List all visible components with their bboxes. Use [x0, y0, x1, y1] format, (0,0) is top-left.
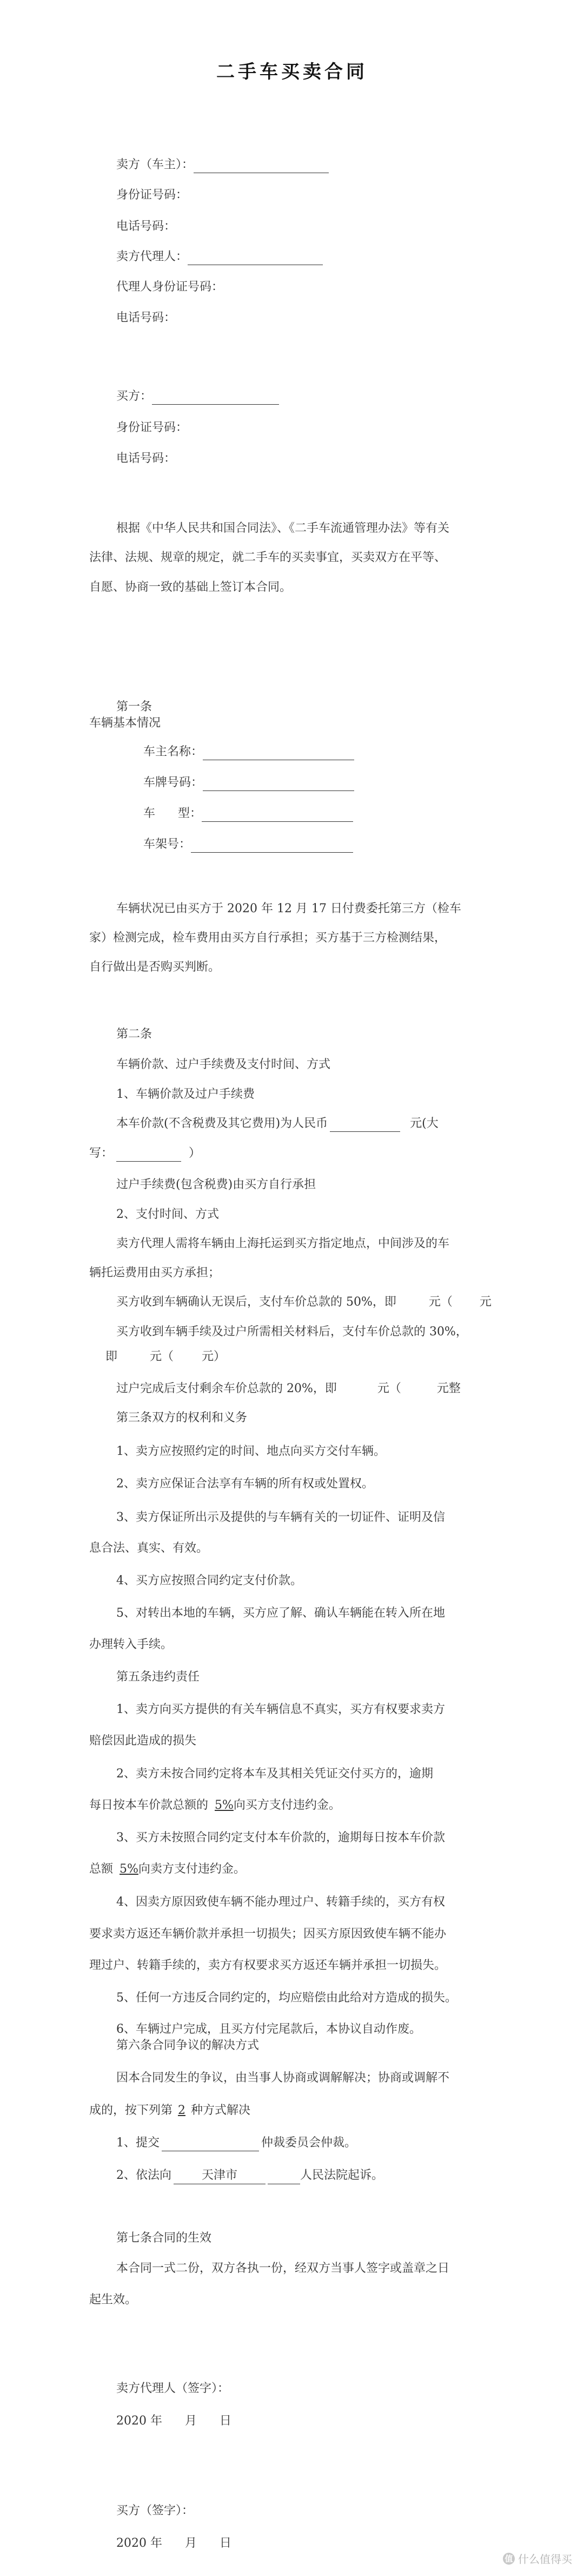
vin-line: [143, 836, 353, 853]
article-1-heading: 第一条: [116, 700, 152, 714]
article-5-penalty-buyer: [89, 1861, 245, 1877]
article-3-item: 3、卖方保证所出示及提供的与车辆有关的一切证件、证明及信: [116, 1511, 445, 1524]
seller-name-label: 卖方（车主）：: [116, 158, 194, 172]
payment-50-line: [116, 1294, 492, 1310]
article-1-para: 家）检测完成，检车费用由买方自行承担；买方基于三方检测结果，: [89, 931, 447, 945]
article-3-heading: 第三条双方的权利和义务: [116, 1411, 248, 1425]
agent-id-label: 代理人身份证号码：: [116, 280, 224, 294]
payment-para: 辆托运费用由买方承担；: [89, 1266, 221, 1280]
price-item-heading: 1、车辆价款及过户手续费: [116, 1088, 255, 1101]
seller-agent-line: [116, 249, 323, 265]
article-3-item: 办理转入手续。: [89, 1638, 173, 1651]
preamble-line: 法律、法规、规章的规定，就二手车的买卖事宜，买卖双方在平等、: [89, 551, 447, 564]
watermark-text: 什么值得买: [518, 2553, 572, 2566]
plate-number-blank: [203, 779, 354, 791]
buyer-phone-label: 电话号码：: [116, 452, 176, 465]
payment-30-yuan: 元（: [150, 1350, 174, 1363]
vin-label: 车架号：: [143, 838, 191, 851]
buyer-name-blank: [152, 392, 279, 405]
court-blank: [268, 2172, 300, 2184]
vehicle-owner-line: [143, 744, 354, 760]
payment-50-text: 买方收到车辆确认无误后，支付车价总款的 50%，即: [116, 1295, 396, 1309]
article-5-item: 赔偿因此造成的损失: [89, 1734, 197, 1748]
court-city-text: 天津市: [201, 2169, 237, 2182]
vin-blank: [191, 840, 353, 853]
preamble-line: 根据《中华人民共和国合同法》、《二手车流通管理办法》等有关: [116, 522, 450, 535]
article-6-heading: 第六条合同争议的解决方式: [116, 2039, 260, 2052]
article-2-heading: 第二条: [116, 1027, 152, 1041]
payment-20-yuan-2: 元整: [436, 1382, 461, 1395]
article-5-item: 2、卖方未按合同约定将本车及其相关凭证交付买方的，逾期: [116, 1767, 433, 1781]
article-1-para: 车辆状况已由买方于 2020 年 12 月 17 日付费委托第三方（检车: [116, 902, 461, 915]
option-1-text: 1、提交: [116, 2136, 160, 2150]
article-1-subheading: 车辆基本情况: [89, 716, 161, 730]
buyer-signature-date: 2020 年 月 日: [116, 2537, 231, 2550]
article-3-item: 息合法、真实、有效。: [89, 1541, 209, 1555]
article-5-item: 1、卖方向买方提供的有关车辆信息不真实，买方有权要求卖方: [116, 1703, 445, 1716]
payment-20-text: 过户完成后支付剩余车价总款的 20%，即: [116, 1382, 337, 1395]
payment-30-yuan-2: 元）: [202, 1350, 226, 1363]
article-1-para: 自行做出是否购买判断。: [89, 960, 221, 974]
plate-number-label: 车牌号码：: [143, 776, 203, 789]
article-5-item: 6、车辆过户完成，且买方付完尾款后，本协议自动作废。: [116, 2022, 421, 2036]
buyer-name-label: 买方：: [116, 390, 152, 403]
document-title: 二手车买卖合同: [216, 61, 368, 83]
penalty-text-2: 向买方支付违约金。: [233, 1798, 341, 1812]
option-arbitration-line: [116, 2135, 356, 2151]
article-7-para: 本合同一式二份，双方各执一份，经双方当事人签字或盖章之日: [116, 2262, 450, 2275]
watermark-badge-icon: 值: [503, 2553, 515, 2565]
penalty-text: 每日按本车价款总额的: [89, 1798, 209, 1812]
price-text: 本车价款(不含税费及其它费用)为人民币: [116, 1117, 328, 1130]
article-7-heading: 第七条合同的生效: [116, 2231, 212, 2245]
payment-50-yuan-2: 元: [479, 1295, 492, 1309]
article-2-subheading: 车辆价款、过户手续费及支付时间、方式: [116, 1058, 331, 1071]
article-5-item: 4、因卖方原因致使车辆不能办理过户、转籍手续的，买方有权: [116, 1895, 445, 1909]
penalty-text-2: 向卖方支付违约金。: [138, 1862, 245, 1876]
price-capital-blank: [116, 1149, 181, 1162]
seller-name-line: [116, 157, 329, 173]
payment-item-heading: 2、支付时间、方式: [116, 1208, 219, 1221]
payment-30-ji: 即: [105, 1350, 118, 1363]
article-5-item: 要求卖方返还车辆价款并承担一切损失；因买方原因致使车辆不能办: [89, 1927, 447, 1941]
option-2-text-2: 人民法院起诉。: [300, 2169, 384, 2182]
article-5-heading: 第五条违约责任: [116, 1670, 200, 1684]
watermark: [503, 2551, 572, 2566]
payment-20-yuan: 元（: [377, 1382, 401, 1395]
option-2-text: 2、依法向: [116, 2169, 171, 2182]
vehicle-model-line: [143, 806, 353, 822]
price-capital-label: 写：: [89, 1147, 114, 1160]
article-6-choice-line: [89, 2103, 250, 2119]
agent-signature-label: 卖方代理人（签字）：: [116, 2382, 230, 2395]
article-5-penalty-seller: [89, 1797, 341, 1814]
article-5-item: 3、买方未按照合同约定支付本车价款的，逾期每日按本车价款: [116, 1831, 445, 1844]
vehicle-owner-label: 车主名称：: [143, 745, 203, 759]
article-5-item: 5、任何一方违反合同约定的，均应赔偿由此给对方造成的损失。: [116, 1991, 457, 2005]
payment-para: 卖方代理人需将车辆由上海托运到买方指定地点，中间涉及的车: [116, 1237, 450, 1250]
arbitration-blank: [162, 2139, 259, 2151]
choice-text: 成的，按下列第: [89, 2104, 173, 2117]
plate-number-line: [143, 775, 354, 791]
payment-30-line-2: [105, 1349, 225, 1365]
payment-30-line: 买方收到车辆手续及过户所需相关材料后，支付车价总款的 30%，: [116, 1325, 468, 1339]
payment-50-yuan: 元（: [428, 1295, 453, 1309]
vehicle-model-label: 车 型：: [143, 807, 202, 820]
agent-signature-date: 2020 年 月 日: [116, 2414, 231, 2428]
penalty-text: 总额: [89, 1862, 114, 1876]
price-capital-line: [89, 1145, 201, 1162]
penalty-rate: 5%: [120, 1862, 138, 1876]
agent-phone-label: 电话号码：: [116, 311, 176, 325]
option-court-line: [116, 2167, 383, 2184]
payment-20-line: [116, 1381, 461, 1397]
vehicle-model-blank: [202, 809, 353, 822]
article-3-item: 1、卖方应按照约定的时间、地点向买方交付车辆。: [116, 1445, 386, 1458]
buyer-id-label: 身份证号码：: [116, 421, 188, 434]
option-1-text-2: 仲裁委员会仲裁。: [261, 2136, 357, 2150]
preamble-line: 自愿、协商一致的基础上签订本合同。: [89, 581, 292, 594]
article-7-para: 起生效。: [89, 2293, 137, 2307]
penalty-rate: 5%: [215, 1798, 234, 1812]
seller-agent-blank: [188, 253, 323, 265]
buyer-name-line: [116, 388, 279, 405]
vehicle-owner-blank: [203, 748, 354, 760]
article-3-item: 2、卖方应保证合法享有车辆的所有权或处置权。: [116, 1477, 374, 1491]
price-amount-blank: [330, 1119, 400, 1132]
price-capital-close: ）: [189, 1147, 201, 1160]
choice-number: 2: [178, 2104, 186, 2117]
seller-id-label: 身份证号码：: [116, 188, 188, 202]
price-text-2: 元(大: [410, 1117, 439, 1130]
article-3-item: 4、买方应按照合同约定支付价款。: [116, 1574, 302, 1587]
choice-text-2: 种方式解决: [191, 2104, 251, 2117]
seller-phone-label: 电话号码：: [116, 220, 176, 233]
court-city: [174, 2167, 266, 2184]
buyer-signature-label: 买方（签字）：: [116, 2504, 194, 2518]
article-5-item: 理过户、转籍手续的，卖方有权要求买方返还车辆并承担一切损失。: [89, 1959, 447, 1972]
price-line: [116, 1116, 439, 1132]
article-6-para: 因本合同发生的争议，由当事人协商或调解解决；协商或调解不: [116, 2071, 450, 2085]
seller-name-blank: [194, 161, 329, 173]
article-3-item: 5、对转出本地的车辆，买方应了解、确认车辆能在转入所在地: [116, 1606, 445, 1620]
seller-agent-label: 卖方代理人：: [116, 250, 188, 263]
transfer-fee-text: 过户手续费(包含税费)由买方自行承担: [116, 1178, 316, 1191]
